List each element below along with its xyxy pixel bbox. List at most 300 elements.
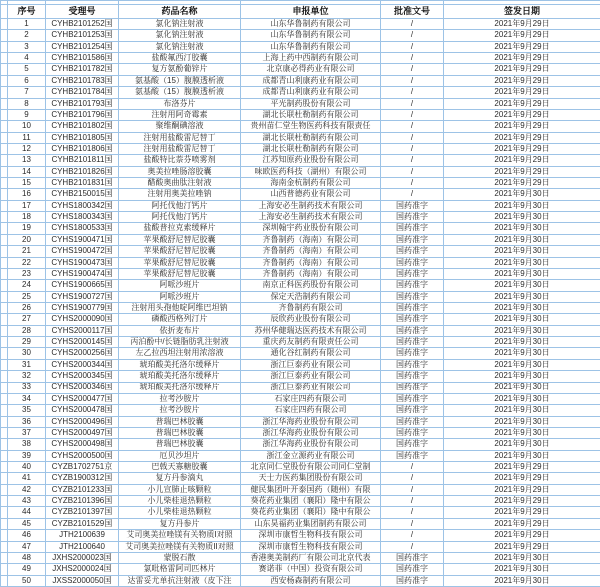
row-index-cell: 20 — [8, 234, 46, 245]
applicant-cell: 浙江巨泰药业有限公司 — [241, 371, 381, 382]
applicant-cell: 齐鲁制药（海南）有限公司 — [241, 246, 381, 257]
issue-date-cell: 2021年9月30日 — [444, 393, 600, 404]
approval-no-cell: / — [381, 484, 444, 495]
acceptance-no-cell: CYHB2101793国 — [46, 98, 119, 109]
approval-no-cell: 国药准字 — [381, 359, 444, 370]
issue-date-cell: 2021年9月29日 — [444, 53, 600, 64]
approval-no-cell: 国药准字 — [381, 427, 444, 438]
acceptance-no-cell: CYHS1800343国 — [46, 212, 119, 223]
acceptance-no-cell: JXHS2000024国 — [46, 564, 119, 575]
row-margin-cell — [1, 439, 8, 450]
acceptance-no-cell: JXHS2000023国 — [46, 552, 119, 563]
drug-name-cell: 氯吡格雷阿司匹林片 — [119, 564, 241, 575]
drug-name-cell: 阿哌沙班片 — [119, 280, 241, 291]
approval-no-cell: 国药准字 — [381, 234, 444, 245]
issue-date-cell: 2021年9月29日 — [444, 484, 600, 495]
approval-no-cell: 国药准字 — [381, 575, 444, 586]
approval-no-cell: 国药准字 — [381, 212, 444, 223]
row-index-cell: 15 — [8, 178, 46, 189]
table-row — [1, 462, 600, 473]
table-row — [1, 223, 600, 234]
drug-name-cell: 醋酸奥曲肽注射液 — [119, 178, 241, 189]
issue-date-cell: 2021年9月30日 — [444, 280, 600, 291]
issue-date-cell: 2021年9月30日 — [444, 223, 600, 234]
issue-date-cell: 2021年9月30日 — [444, 348, 600, 359]
row-index-cell: 3 — [8, 41, 46, 52]
row-index-cell: 26 — [8, 302, 46, 313]
row-index-cell: 44 — [8, 507, 46, 518]
issue-date-cell: 2021年9月30日 — [444, 575, 600, 586]
approval-no-cell: 国药准字 — [381, 348, 444, 359]
approval-no-cell: 国药准字 — [381, 371, 444, 382]
row-index-cell: 17 — [8, 200, 46, 211]
issue-date-cell: 2021年9月29日 — [444, 530, 600, 541]
table-row — [1, 109, 600, 120]
issue-date-cell: 2021年9月29日 — [444, 541, 600, 552]
acceptance-no-cell: CYHS1800342国 — [46, 200, 119, 211]
issue-date-cell: 2021年9月29日 — [444, 30, 600, 41]
issue-date-cell: 2021年9月29日 — [444, 64, 600, 75]
table-row — [1, 178, 600, 189]
acceptance-no-cell: JXSS2000050国 — [46, 575, 119, 586]
header-cell-issue-date: 签发日期 — [444, 5, 600, 19]
acceptance-no-cell: CYHB2101802国 — [46, 121, 119, 132]
applicant-cell: 齐鲁制药（海南）有限公司 — [241, 234, 381, 245]
table-row — [1, 337, 600, 348]
approval-no-cell: 国药准字 — [381, 291, 444, 302]
applicant-cell: 通化谷红制药有限公司 — [241, 348, 381, 359]
row-margin-cell — [1, 268, 8, 279]
applicant-cell: 浙江金立源药业有限公司 — [241, 450, 381, 461]
drug-name-cell: 苹果酸舒尼替尼胶囊 — [119, 268, 241, 279]
row-margin-cell — [1, 564, 8, 575]
issue-date-cell: 2021年9月29日 — [444, 155, 600, 166]
row-index-cell: 37 — [8, 427, 46, 438]
applicant-cell: 成都青山利康药业有限公司 — [241, 87, 381, 98]
table-row — [1, 132, 600, 143]
table-row — [1, 246, 600, 257]
approval-no-cell: 国药准字 — [381, 223, 444, 234]
table-row — [1, 575, 600, 586]
row-margin-cell — [1, 257, 8, 268]
row-index-cell: 41 — [8, 473, 46, 484]
issue-date-cell: 2021年9月30日 — [444, 234, 600, 245]
row-margin-cell — [1, 155, 8, 166]
row-index-cell: 14 — [8, 166, 46, 177]
acceptance-no-cell: CYHB2101831国 — [46, 178, 119, 189]
row-index-cell: 10 — [8, 121, 46, 132]
row-margin-cell — [1, 530, 8, 541]
row-index-cell: 4 — [8, 53, 46, 64]
issue-date-cell: 2021年9月29日 — [444, 507, 600, 518]
row-index-cell: 7 — [8, 87, 46, 98]
header-cell-margin — [1, 5, 8, 19]
drug-name-cell: 阿哌沙班片 — [119, 291, 241, 302]
drug-name-cell: 复方氨酚葡锌片 — [119, 64, 241, 75]
approval-no-cell: 国药准字 — [381, 200, 444, 211]
row-index-cell: 16 — [8, 189, 46, 200]
applicant-cell: 味欧医药科技（湖州）有限公司 — [241, 166, 381, 177]
table-row — [1, 257, 600, 268]
acceptance-no-cell: CYZB2101233国 — [46, 484, 119, 495]
acceptance-no-cell: CYHB2101253国 — [46, 30, 119, 41]
applicant-cell: 深圳市康哲生物科技有限公司 — [241, 530, 381, 541]
issue-date-cell: 2021年9月30日 — [444, 427, 600, 438]
drug-name-cell: 苹果酸舒尼替尼胶囊 — [119, 257, 241, 268]
row-margin-cell — [1, 462, 8, 473]
row-index-cell: 47 — [8, 541, 46, 552]
approval-no-cell: / — [381, 121, 444, 132]
table-row — [1, 393, 600, 404]
applicant-cell: 北京同仁堂股份有限公司同仁堂制 — [241, 462, 381, 473]
issue-date-cell: 2021年9月30日 — [444, 200, 600, 211]
table-row — [1, 75, 600, 86]
applicant-cell: 南京正科医药股份有限公司 — [241, 280, 381, 291]
applicant-cell: 健民集团叶开泰国药（随州）有限 — [241, 484, 381, 495]
row-margin-cell — [1, 178, 8, 189]
acceptance-no-cell: CYZB2101529国 — [46, 518, 119, 529]
approval-no-cell: 国药准字 — [381, 552, 444, 563]
approval-no-cell: 国药准字 — [381, 257, 444, 268]
acceptance-no-cell: CYHS2000478国 — [46, 405, 119, 416]
acceptance-no-cell: CYHB2101782国 — [46, 64, 119, 75]
table-row — [1, 291, 600, 302]
acceptance-no-cell: CYHB2101796国 — [46, 109, 119, 120]
row-margin-cell — [1, 575, 8, 586]
issue-date-cell: 2021年9月29日 — [444, 462, 600, 473]
row-margin-cell — [1, 234, 8, 245]
row-index-cell: 32 — [8, 371, 46, 382]
row-index-cell: 25 — [8, 291, 46, 302]
drug-name-cell: 复方丹参片 — [119, 518, 241, 529]
applicant-cell: 苏州华健瑞达医药技术有限公司 — [241, 325, 381, 336]
row-margin-cell — [1, 302, 8, 313]
approval-no-cell: 国药准字 — [381, 564, 444, 575]
applicant-cell: 重庆药友制药有限责任公司 — [241, 337, 381, 348]
drug-name-cell: 小儿柴桂退热颗粒 — [119, 507, 241, 518]
issue-date-cell: 2021年9月29日 — [444, 41, 600, 52]
row-margin-cell — [1, 371, 8, 382]
row-index-cell: 30 — [8, 348, 46, 359]
table-row — [1, 484, 600, 495]
approval-no-cell: 国药准字 — [381, 439, 444, 450]
header-cell-applicant: 申报单位 — [241, 5, 381, 19]
issue-date-cell: 2021年9月30日 — [444, 268, 600, 279]
table-row — [1, 155, 600, 166]
row-index-cell: 29 — [8, 337, 46, 348]
table-row — [1, 302, 600, 313]
applicant-cell: 辰欣药业股份有限公司 — [241, 314, 381, 325]
drug-name-cell: 苹果酸舒尼替尼胶囊 — [119, 234, 241, 245]
applicant-cell: 平光制药股份有限公司 — [241, 98, 381, 109]
approval-no-cell: 国药准字 — [381, 280, 444, 291]
issue-date-cell: 2021年9月30日 — [444, 382, 600, 393]
acceptance-no-cell: CYZB2101396国 — [46, 496, 119, 507]
row-margin-cell — [1, 325, 8, 336]
table-row — [1, 450, 600, 461]
drug-name-cell: 阿托伐他汀钙片 — [119, 212, 241, 223]
drug-name-cell: 小儿柴桂退热颗粒 — [119, 496, 241, 507]
table-row — [1, 564, 600, 575]
issue-date-cell: 2021年9月30日 — [444, 359, 600, 370]
row-margin-cell — [1, 496, 8, 507]
row-margin-cell — [1, 132, 8, 143]
drug-name-cell: 氯化钠注射液 — [119, 41, 241, 52]
row-margin-cell — [1, 541, 8, 552]
row-margin-cell — [1, 427, 8, 438]
table-row — [1, 280, 600, 291]
applicant-cell: 湖北长联杜勒制药有限公司 — [241, 109, 381, 120]
table-row — [1, 371, 600, 382]
approval-no-cell: 国药准字 — [381, 314, 444, 325]
drug-name-cell: 氯化钠注射液 — [119, 19, 241, 30]
drug-name-cell: 巴戟天寡糖胶囊 — [119, 462, 241, 473]
table-row — [1, 518, 600, 529]
approval-no-cell: / — [381, 496, 444, 507]
approval-no-cell: / — [381, 178, 444, 189]
issue-date-cell: 2021年9月30日 — [444, 564, 600, 575]
row-margin-cell — [1, 291, 8, 302]
row-index-cell: 19 — [8, 223, 46, 234]
drug-name-cell: 注射用阿奇霉素 — [119, 109, 241, 120]
table-row — [1, 19, 600, 30]
acceptance-no-cell: CYHS2000498国 — [46, 439, 119, 450]
table-row — [1, 121, 600, 132]
drug-name-cell: 琥珀酸美托洛尔缓释片 — [119, 371, 241, 382]
acceptance-no-cell: CYHS2000145国 — [46, 337, 119, 348]
drug-name-cell: 注射用奥美拉唑钠 — [119, 189, 241, 200]
approval-no-cell: / — [381, 530, 444, 541]
header-cell-acceptance-no: 受理号 — [46, 5, 119, 19]
acceptance-no-cell: CYHS1900472国 — [46, 246, 119, 257]
approval-no-cell: 国药准字 — [381, 302, 444, 313]
approval-no-cell: 国药准字 — [381, 393, 444, 404]
acceptance-no-cell: CYHS1900474国 — [46, 268, 119, 279]
row-index-cell: 1 — [8, 19, 46, 30]
row-margin-cell — [1, 75, 8, 86]
issue-date-cell: 2021年9月29日 — [444, 109, 600, 120]
row-index-cell: 2 — [8, 30, 46, 41]
approval-no-cell: 国药准字 — [381, 416, 444, 427]
row-index-cell: 45 — [8, 518, 46, 529]
acceptance-no-cell: CYHB2101783国 — [46, 75, 119, 86]
row-index-cell: 12 — [8, 143, 46, 154]
applicant-cell: 浙江巨泰药业有限公司 — [241, 359, 381, 370]
acceptance-no-cell: CYHS2000256国 — [46, 348, 119, 359]
drug-name-cell: 注射用盐酸雷尼替丁 — [119, 132, 241, 143]
table-row — [1, 268, 600, 279]
approval-no-cell: / — [381, 189, 444, 200]
drug-name-cell: 奥美拉唑肠溶胶囊 — [119, 166, 241, 177]
row-margin-cell — [1, 473, 8, 484]
approval-no-cell: / — [381, 143, 444, 154]
drug-name-cell: 盐酸普拉克索缓释片 — [119, 223, 241, 234]
applicant-cell: 齐鲁制药（海南）有限公司 — [241, 268, 381, 279]
row-index-cell: 38 — [8, 439, 46, 450]
drug-name-cell: 达雷妥尤单抗注射液（皮下注 — [119, 575, 241, 586]
row-margin-cell — [1, 109, 8, 120]
row-margin-cell — [1, 359, 8, 370]
table-row — [1, 359, 600, 370]
table-row — [1, 53, 600, 64]
issue-date-cell: 2021年9月29日 — [444, 132, 600, 143]
drug-name-cell: 氨基酸（15）腹膜透析液 — [119, 87, 241, 98]
table-row — [1, 314, 600, 325]
approval-no-cell: 国药准字 — [381, 450, 444, 461]
issue-date-cell: 2021年9月29日 — [444, 473, 600, 484]
table-row — [1, 552, 600, 563]
applicant-cell: 湖北长联杜勒制药有限公司 — [241, 143, 381, 154]
row-index-cell: 21 — [8, 246, 46, 257]
acceptance-no-cell: CYHB2150015国 — [46, 189, 119, 200]
approval-no-cell: / — [381, 30, 444, 41]
drug-name-cell: 复方丹参滴丸 — [119, 473, 241, 484]
issue-date-cell: 2021年9月30日 — [444, 246, 600, 257]
table-row — [1, 541, 600, 552]
approval-no-cell: 国药准字 — [381, 268, 444, 279]
acceptance-no-cell: CYHB2101254国 — [46, 41, 119, 52]
issue-date-cell: 2021年9月29日 — [444, 178, 600, 189]
approval-no-cell: 国药准字 — [381, 382, 444, 393]
drug-name-cell: 氨基酸（15）腹膜透析液 — [119, 75, 241, 86]
row-margin-cell — [1, 416, 8, 427]
row-margin-cell — [1, 223, 8, 234]
applicant-cell: 葵花药业集团（襄阳）隆中有限公 — [241, 507, 381, 518]
drug-name-cell: 普瑞巴林胶囊 — [119, 416, 241, 427]
row-margin-cell — [1, 87, 8, 98]
row-index-cell: 13 — [8, 155, 46, 166]
approval-no-cell: / — [381, 473, 444, 484]
row-margin-cell — [1, 64, 8, 75]
issue-date-cell: 2021年9月30日 — [444, 291, 600, 302]
applicant-cell: 浙江华海药业股份有限公司 — [241, 416, 381, 427]
drug-name-cell: 左乙拉西坦注射用浓溶液 — [119, 348, 241, 359]
acceptance-no-cell: CYHS1800533国 — [46, 223, 119, 234]
row-index-cell: 35 — [8, 405, 46, 416]
row-index-cell: 39 — [8, 450, 46, 461]
applicant-cell: 石家庄四药有限公司 — [241, 393, 381, 404]
table-row — [1, 41, 600, 52]
issue-date-cell: 2021年9月29日 — [444, 496, 600, 507]
applicant-cell: 上海上药中西制药有限公司 — [241, 53, 381, 64]
acceptance-no-cell: CYHS2000346国 — [46, 382, 119, 393]
drug-name-cell: 盐酸氟西汀胶囊 — [119, 53, 241, 64]
table-row — [1, 212, 600, 223]
row-margin-cell — [1, 382, 8, 393]
acceptance-no-cell: CYHB2101806国 — [46, 143, 119, 154]
drug-name-cell: 艾司奥美拉唑镁有关物质II对照 — [119, 541, 241, 552]
applicant-cell: 石家庄四药有限公司 — [241, 405, 381, 416]
applicant-cell: 上海安必生制药技术有限公司 — [241, 212, 381, 223]
row-index-cell: 42 — [8, 484, 46, 495]
row-index-cell: 24 — [8, 280, 46, 291]
row-index-cell: 11 — [8, 132, 46, 143]
row-index-cell: 31 — [8, 359, 46, 370]
row-margin-cell — [1, 246, 8, 257]
table-row — [1, 325, 600, 336]
row-index-cell: 46 — [8, 530, 46, 541]
applicant-cell: 保定天浩制药有限公司 — [241, 291, 381, 302]
row-margin-cell — [1, 518, 8, 529]
applicant-cell: 西安杨森制药有限公司 — [241, 575, 381, 586]
applicant-cell: 齐鲁制药有限公司 — [241, 302, 381, 313]
approval-no-cell: / — [381, 541, 444, 552]
drug-name-cell: 氯化钠注射液 — [119, 30, 241, 41]
drug-name-cell: 厄贝沙坦片 — [119, 450, 241, 461]
acceptance-no-cell: JTH2100640 — [46, 541, 119, 552]
drug-name-cell: 普瑞巴林胶囊 — [119, 427, 241, 438]
table-row — [1, 189, 600, 200]
acceptance-no-cell: CYHB2101586国 — [46, 53, 119, 64]
row-margin-cell — [1, 19, 8, 30]
applicant-cell: 山东昊福药业集团制药有限公司 — [241, 518, 381, 529]
table-header-row — [1, 5, 600, 19]
applicant-cell: 天士力医药集团股份有限公司 — [241, 473, 381, 484]
row-margin-cell — [1, 30, 8, 41]
acceptance-no-cell: CYHS2000344国 — [46, 359, 119, 370]
row-margin-cell — [1, 507, 8, 518]
applicant-cell: 深圳市康哲生物科技有限公司 — [241, 541, 381, 552]
acceptance-no-cell: CYHS2000500国 — [46, 450, 119, 461]
row-index-cell: 9 — [8, 109, 46, 120]
table-row — [1, 166, 600, 177]
row-margin-cell — [1, 450, 8, 461]
applicant-cell: 山东华鲁制药有限公司 — [241, 19, 381, 30]
drug-name-cell: 聚维酮碘溶液 — [119, 121, 241, 132]
row-margin-cell — [1, 314, 8, 325]
table-row — [1, 507, 600, 518]
row-margin-cell — [1, 189, 8, 200]
drug-name-cell: 琥珀酸美托洛尔缓释片 — [119, 359, 241, 370]
issue-date-cell: 2021年9月29日 — [444, 19, 600, 30]
applicant-cell: 齐鲁制药（海南）有限公司 — [241, 257, 381, 268]
row-index-cell: 5 — [8, 64, 46, 75]
table-row — [1, 473, 600, 484]
approval-no-cell: / — [381, 75, 444, 86]
row-index-cell: 40 — [8, 462, 46, 473]
issue-date-cell: 2021年9月30日 — [444, 552, 600, 563]
issue-date-cell: 2021年9月30日 — [444, 325, 600, 336]
drug-name-cell: 注射用盐酸雷尼替丁 — [119, 143, 241, 154]
row-margin-cell — [1, 405, 8, 416]
issue-date-cell: 2021年9月30日 — [444, 314, 600, 325]
acceptance-no-cell: JTH2100639 — [46, 530, 119, 541]
row-margin-cell — [1, 393, 8, 404]
approval-no-cell: / — [381, 462, 444, 473]
applicant-cell: 成都青山利康药业有限公司 — [241, 75, 381, 86]
table-row — [1, 64, 600, 75]
table-row — [1, 200, 600, 211]
drug-name-cell: 拉考沙胺片 — [119, 405, 241, 416]
table-row — [1, 496, 600, 507]
table-row — [1, 234, 600, 245]
row-margin-cell — [1, 212, 8, 223]
issue-date-cell: 2021年9月30日 — [444, 450, 600, 461]
issue-date-cell: 2021年9月29日 — [444, 87, 600, 98]
row-margin-cell — [1, 53, 8, 64]
header-cell-drug-name: 药品名称 — [119, 5, 241, 19]
row-margin-cell — [1, 348, 8, 359]
issue-date-cell: 2021年9月29日 — [444, 75, 600, 86]
applicant-cell: 山西普德药业有限公司 — [241, 189, 381, 200]
row-margin-cell — [1, 121, 8, 132]
acceptance-no-cell: CYHB2101826国 — [46, 166, 119, 177]
row-margin-cell — [1, 552, 8, 563]
approval-no-cell: / — [381, 155, 444, 166]
applicant-cell: 海南金杭制药有限公司 — [241, 178, 381, 189]
drug-name-cell: 依折麦布片 — [119, 325, 241, 336]
row-index-cell: 27 — [8, 314, 46, 325]
